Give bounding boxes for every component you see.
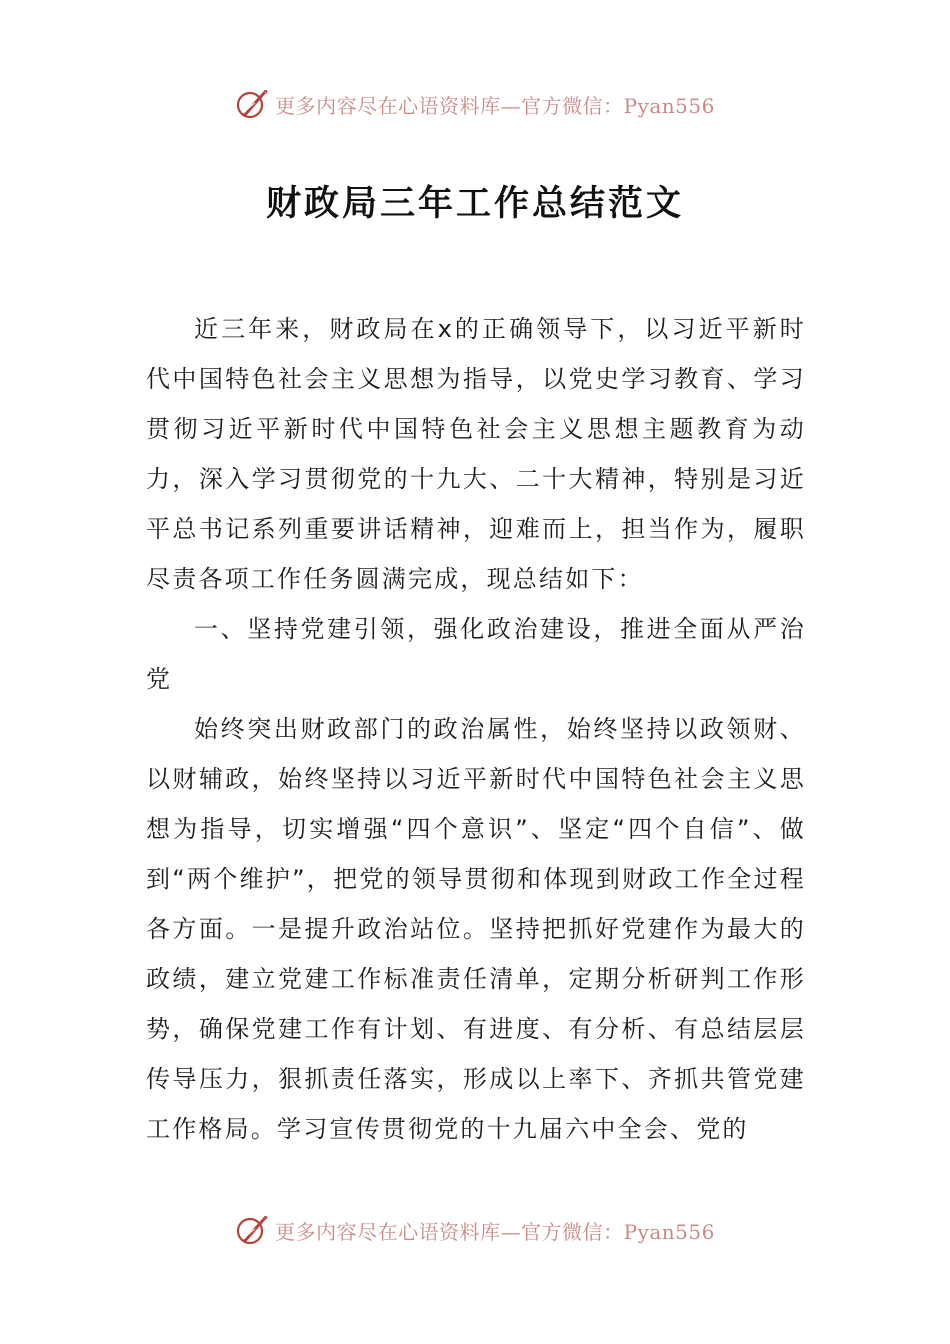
section-heading-1: 一、坚持党建引领，强化政治建设，推进全面从严治党 [146,615,806,693]
intro-paragraph: 近三年来，财政局在x的正确领导下，以习近平新时代中国特色社会主义思想为指导，以党史学习教育、学习贯彻习近平新时代中国特色社会主义思想主题教育为动力，深入学习贯彻党的十九大、二十大精神，特别是习近平总书记系列重要讲话精神，迎难而上，担当作为，履职尽责各项工作任务圆满完成，现总结如下： [146,315,806,593]
header-watermark-banner [0,84,950,124]
document-body [146,304,806,1154]
footer-watermark-banner [0,1210,950,1250]
quill-pen-in-circle-icon [235,1213,269,1247]
document-title: 财政局三年工作总结范文 [265,184,684,224]
header-banner-text: 更多内容尽在心语资料库—官方微信：Pyan556 [275,93,715,118]
section-1-paragraph: 始终突出财政部门的政治属性，始终坚持以政领财、以财辅政，始终坚持以习近平新时代中国特色社会主义思想为指导，切实增强“四个意识”、坚定“四个自信”、做到“两个维护”，把党的领导贯彻和体现到财政工作全过程各方面。一是提升政治站位。坚持把抓好党建作为最大的政绩，建立党建工作标准责任清单，定期分析研判工作形势，确保党建工作有计划、有进度、有分析、有总结层层传导压力，狠抓责任落实，形成以上率下、齐抓共管党建工作格局。学习宣传贯彻党的十九届六中全会、党的 [146,715,806,1143]
footer-banner-text: 更多内容尽在心语资料库—官方微信：Pyan556 [275,1219,715,1244]
quill-pen-in-circle-icon [235,87,269,121]
